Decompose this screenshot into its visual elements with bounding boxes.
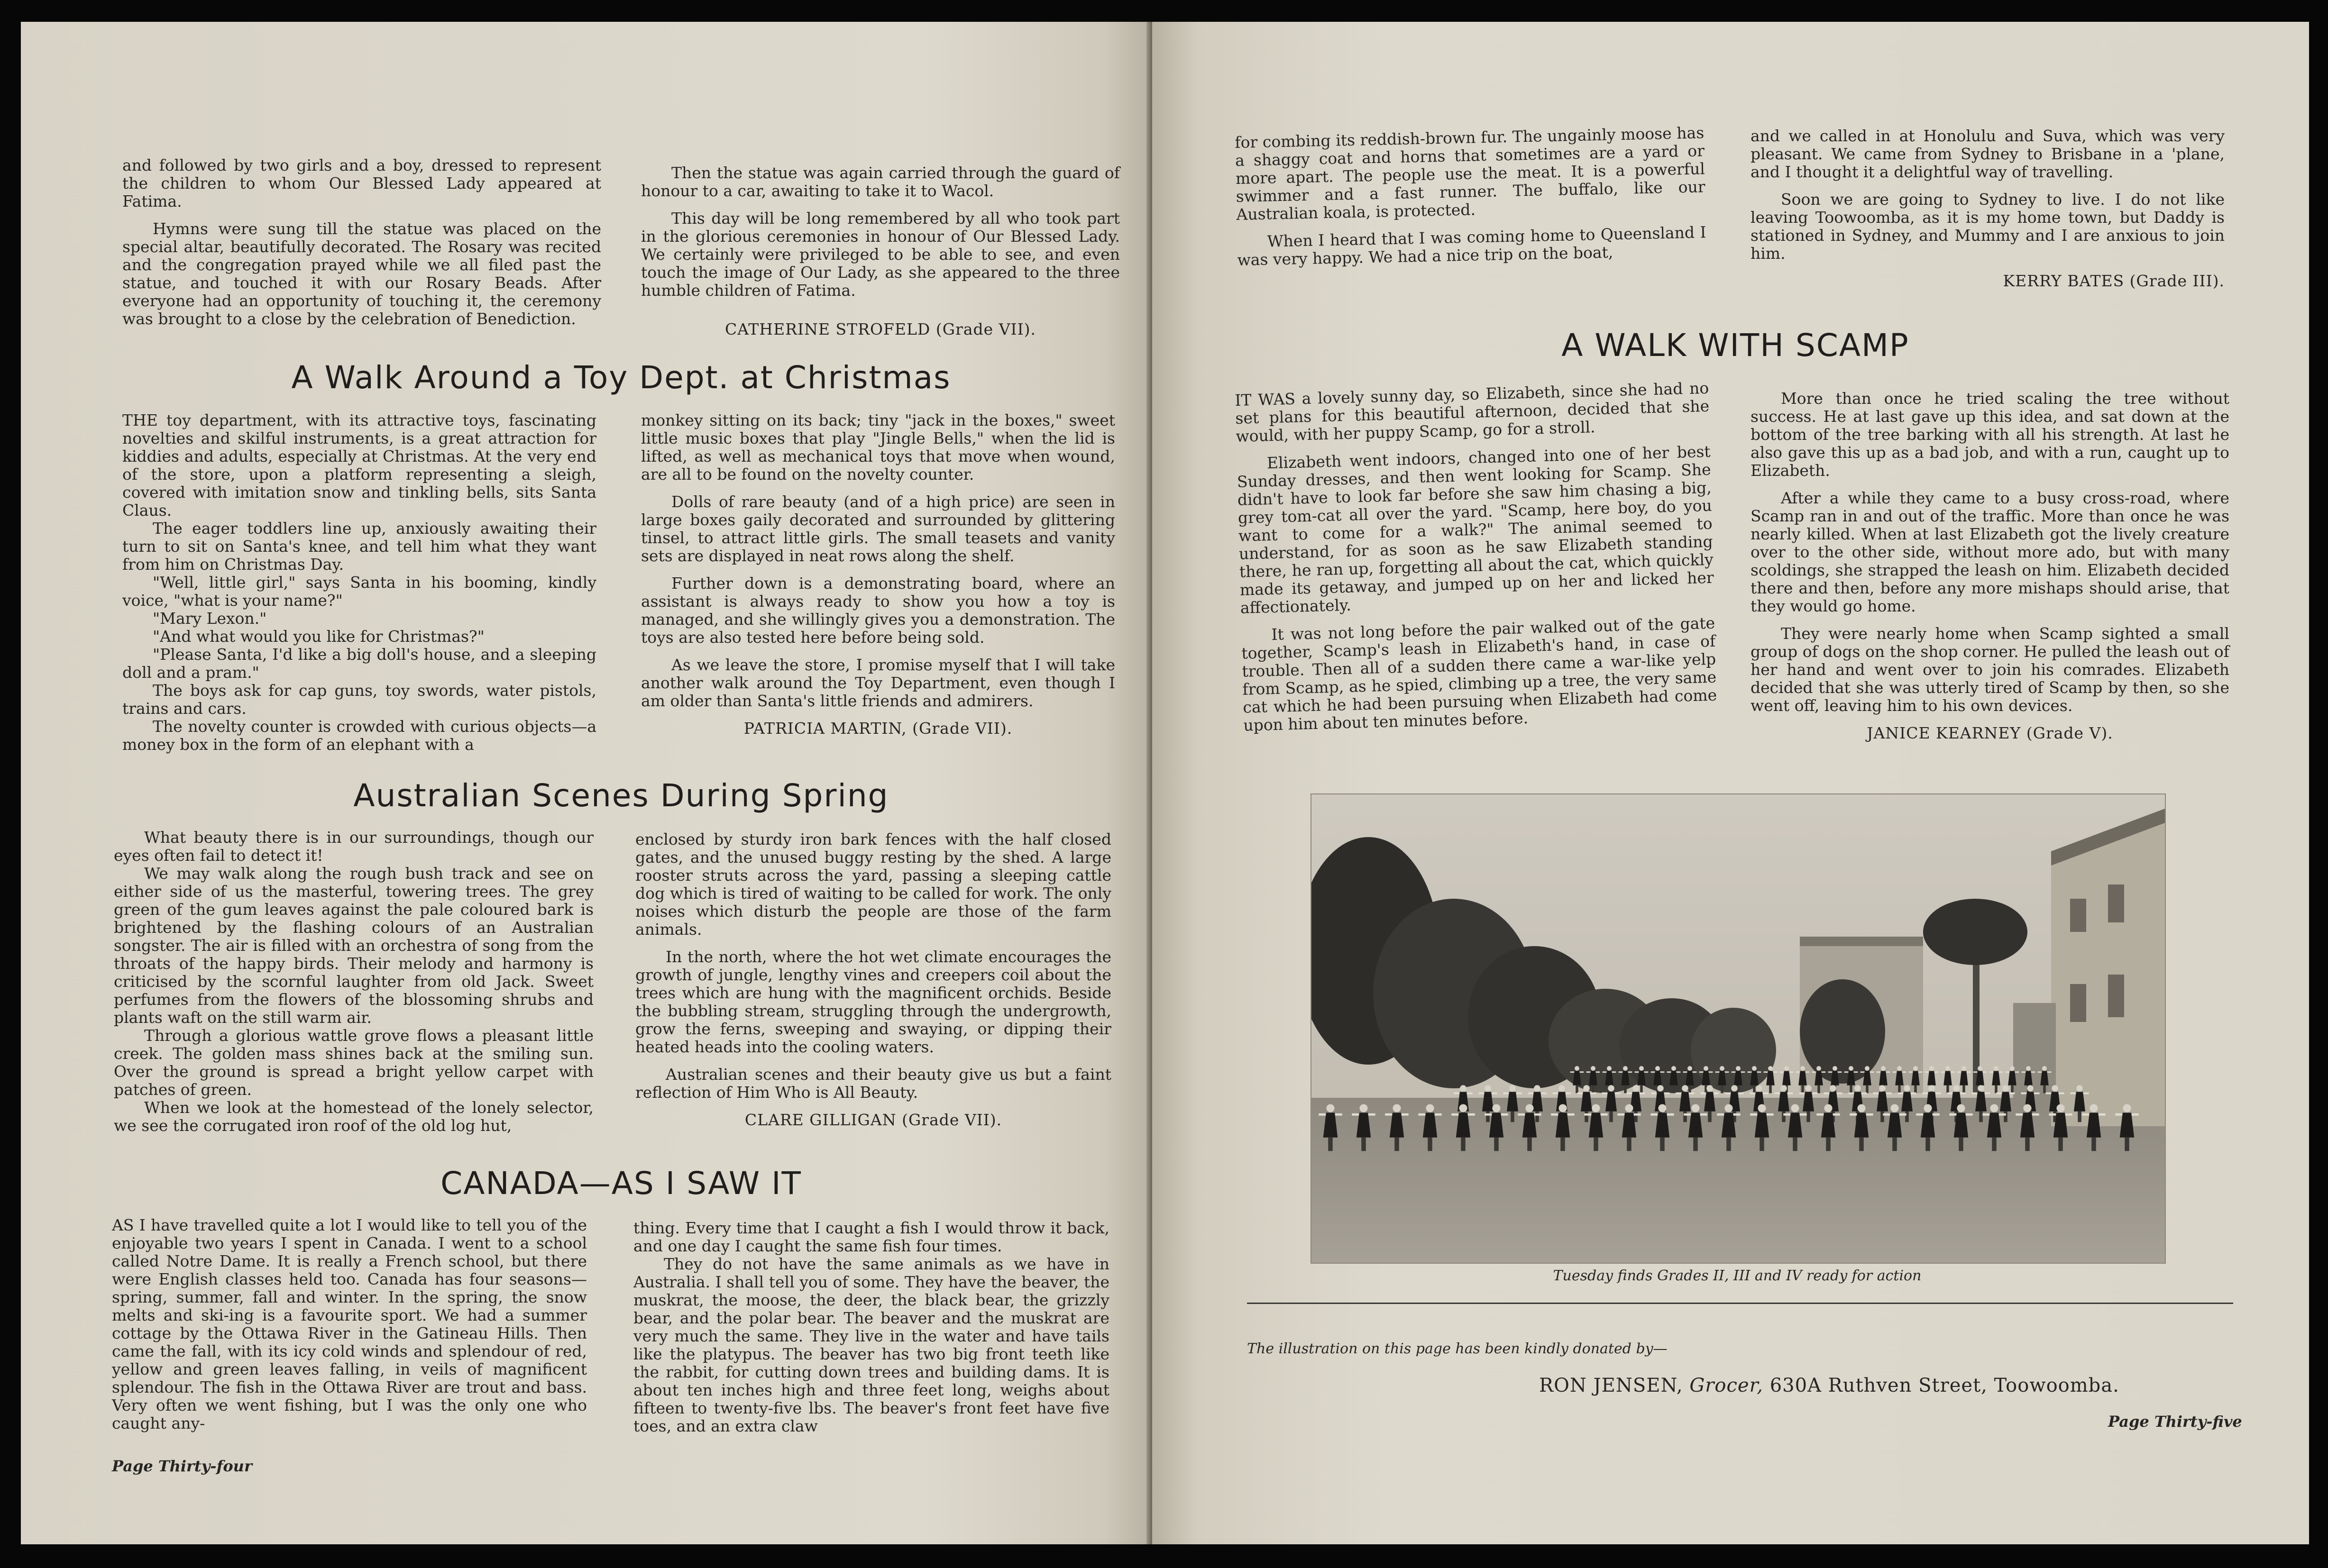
paragraph: Through a glorious wattle grove flows a pleasant little creek. The golden mass shines back at the smiling sun. Over the ground is spread a bright yellow carpet with patches of green. — [114, 1026, 594, 1099]
paragraph: "Mary Lexon." — [153, 609, 267, 628]
canada-column-1 — [112, 1216, 587, 1432]
page-number-left: Page Thirty-four — [112, 1457, 252, 1475]
paragraph: "Well, little girl," says Santa in his booming, kindly voice, "what is your name?" — [122, 573, 596, 610]
paragraph: Hymns were sung till the statue was placed on the special altar, beautifully decorated. The Rosary was recited and the congregation prayed while we all filed past the statue, and touched it with our Rosary Beads. After everyone had an opportunity of touching it, the ceremony was brought to a close by the celebration of Benediction. — [122, 219, 601, 328]
paragraph: and followed by two girls and a boy, dressed to represent the children to whom Our Blessed Lady appeared at Fatima. — [122, 156, 601, 210]
page-number-right: Page Thirty-five — [2108, 1413, 2242, 1431]
paragraph: When we look at the homestead of the lonely selector, we see the corrugated iron roof of the old log hut, — [114, 1098, 594, 1135]
canada-continued-column-2 — [1751, 127, 2225, 290]
donor-name: RON JENSEN, — [1539, 1375, 1683, 1396]
paragraph: "Please Santa, I'd like a big doll's house, and a sleeping doll and a pram." — [122, 645, 596, 682]
paragraph: As we leave the store, I promise myself that I will take another walk around the Toy Department, even though I am older than Santa's little friends and admirers. — [641, 656, 1115, 710]
scamp-column-1 — [1235, 379, 1718, 744]
fatima-column-1 — [122, 156, 601, 337]
paragraph: THE toy department, with its attractive toys, fascinating novelties and skilful instruments, is a great attraction for kiddies and adults, especially at Christmas. At the very end of the store, upon a platform representing a sleigh, covered with imitation snow and tinkling bells, sits Santa Claus. — [122, 411, 596, 520]
paragraph: This day will be long remembered by all who took part in the glorious ceremonies in honour of Our Blessed Lady. We certainly were privileged to be able to see, and even touch the image of Our Lady, as she appeared to the three humble children of Fatima. — [641, 209, 1120, 300]
author-clare-gilligan: CLARE GILLIGAN (Grade VII). — [744, 1111, 1002, 1129]
paragraph: It was not long before the pair walked out of the gate together, Scamp's leash in Elizabeth's hand, in case of trouble. Then all of a sudden there came a war-like yelp from Scamp, as he spied, climbing up a tree, the very same cat which he had been pursuing when Elizabeth had come upon him about ten minutes before. — [1241, 613, 1717, 735]
paragraph: The boys ask for cap guns, toy swords, water pistols, trains and cars. — [122, 681, 596, 718]
paragraph: Then the statue was again carried through the guard of honour to a car, awaiting to take it to Wacol. — [641, 164, 1120, 200]
donor-line — [1539, 1375, 2119, 1396]
paragraph: When I heard that I was coming home to Queensland I was very happy. We had a nice trip on the boat, — [1237, 223, 1706, 269]
paragraph: The novelty counter is crowded with curious objects—a money box in the form of an elephant with a — [122, 717, 596, 754]
paragraph: thing. Every time that I caught a fish I would throw it back, and one day I caught the same fish four times. — [633, 1219, 1109, 1255]
toy-dept-heading: A Walk Around a Toy Dept. at Christmas — [291, 359, 951, 396]
spring-heading: Australian Scenes During Spring — [353, 777, 889, 814]
paragraph: After a while they came to a busy cross-road, where Scamp ran in and out of the traffic. More than once he was nearly killed. When at last Elizabeth got the lively creature over to the other side, without more ado, but with many scoldings, she strapped the leash on him. Elizabeth decided there and then, before any more mishaps should arise, that they would go home. — [1751, 489, 2229, 615]
paragraph: Further down is a demonstrating board, where an assistant is always ready to show you how a toy is managed, and she willingly gives you a demonstration. The toys are also tested here before being sold. — [641, 574, 1115, 647]
paragraph: Elizabeth went indoors, changed into one of her best Sunday dresses, and then went looking for Scamp. She didn't have to look far before she saw him chasing a big, grey tom-cat all over the yard. "Scamp, here boy, do you want to come for a walk?" The animal seemed to understand, for as soon as he saw Elizabeth standing there, he ran up, forgetting all about the cat, which quickly made its getaway, and jumped up on her and licked her affectionately. — [1237, 442, 1714, 617]
scamp-heading: A WALK WITH SCAMP — [1561, 327, 1909, 364]
paragraph: AS I have travelled quite a lot I would like to tell you of the enjoyable two years I spent in Canada. I went to a school called Notre Dame. It is really a French school, but there were English classes held too. Canada has four seasons—spring, summer, fall and winter. In the spring, the snow melts and ski-ing is a favourite sport. We had a summer cottage by the Ottawa River in the Gatineau Hills. Then came the fall, with its icy cold winds and splendour of red, yellow and green leaves falling, in veils of magnificent splendour. The fish in the Ottawa River are trout and bass. Very often we went fishing, but I was the only one who caught any- — [112, 1216, 587, 1432]
paragraph: In the north, where the hot wet climate encourages the growth of jungle, lengthy vines and creepers coil about the trees which are hung with the magnificent orchids. Beside the bubbling stream, struggling through the undergrowth, grow the ferns, sweeping and swaying, or dipping their heated heads into the cooling waters. — [635, 948, 1111, 1056]
spring-column-2 — [635, 830, 1111, 1129]
fatima-column-2 — [641, 164, 1120, 338]
scamp-column-2 — [1751, 390, 2229, 742]
school-exercise-photo — [1311, 793, 2166, 1264]
donor-address: 630A Ruthven Street, Toowoomba. — [1769, 1375, 2119, 1396]
paragraph: They were nearly home when Scamp sighted a small group of dogs on the shop corner. He pulled the leash out of her hand and went over to join his comrades. Elizabeth decided that she was utterly tired of Scamp by then, so she went off, leaving him to his own devices. — [1751, 624, 2229, 715]
paragraph: We may walk along the rough bush track and see on either side of us the masterful, towering trees. The grey green of the gum leaves against the pale coloured bark is brightened by the flashing colours of an Australian songster. The air is filled with an orchestra of song from the throats of the happy birds. Their melody and harmony is criticised by the scornful laughter from old Jack. Sweet perfumes from the flowers of the blossoming shrubs and plants waft on the still warm air. — [114, 864, 594, 1027]
paragraph: and we called in at Honolulu and Suva, which was very pleasant. We came from Sydney to Brisbane in a 'plane, and I thought it a delightful way of travelling. — [1751, 127, 2225, 181]
spring-column-1 — [114, 829, 594, 1135]
paragraph: for combing its reddish-brown fur. The ungainly moose has a shaggy coat and horns that sometimes are a yard or more apart. The people use the meat. It is a powerful swimmer and a fast runner. The buffalo, like our Australian koala, is protected. — [1234, 123, 1705, 224]
toy-column-1 — [122, 411, 596, 754]
author-janice-kearney: JANICE KEARNEY (Grade V). — [1867, 724, 2113, 742]
paragraph: They do not have the same animals as we have in Australia. I shall tell you of some. They have the beaver, the muskrat, the moose, the deer, the black bear, the grizzly bear, and the polar bear. The beaver and the muskrat are very much the same. They live in the water and have tails like the platypus. The beaver has two big front teeth like the rabbit, for cutting down trees and building dams. It is about ten inches high and three feet long, weighs about fifteen to twenty-five lbs. The beaver's front feet have five toes, and an extra claw — [633, 1255, 1109, 1435]
canada-continued-column-1 — [1235, 124, 1707, 279]
photo-illustration — [1311, 794, 2165, 1263]
donor-trade: Grocer, — [1689, 1375, 1764, 1396]
canada-heading: CANADA—AS I SAW IT — [440, 1165, 802, 1202]
donation-note: The illustration on this page has been kindly donated by— — [1247, 1340, 1668, 1357]
author-patricia-martin: PATRICIA MARTIN, (Grade VII). — [743, 719, 1013, 738]
paragraph: enclosed by sturdy iron bark fences with the half closed gates, and the unused buggy resting by the shed. A large rooster struts across the yard, passing a sleeping cattle dog which is tired of waiting to be called for work. The only noises which disturb the people are those of the farm animals. — [635, 830, 1111, 939]
canada-column-2 — [633, 1219, 1109, 1435]
toy-column-2 — [641, 411, 1115, 738]
paragraph: More than once he tried scaling the tree without success. He at last gave up this idea, and sat down at the bottom of the tree barking with all his strength. At last he also gave this up as a bad job, and with a run, caught up to Elizabeth. — [1751, 389, 2229, 480]
photo-caption: Tuesday finds Grades II, III and IV ready for action — [1553, 1267, 1922, 1284]
divider-rule — [1247, 1303, 2233, 1304]
paragraph: What beauty there is in our surroundings, though our eyes often fail to detect it! — [114, 828, 594, 865]
paragraph: monkey sitting on its back; tiny "jack in the boxes," sweet little music boxes that play "Jingle Bells," when the lid is lifted, as well as mechanical toys that move when wound, are all to be found on the novelty counter. — [641, 411, 1115, 483]
paragraph: Soon we are going to Sydney to live. I do not like leaving Toowoomba, as it is my home town, but Daddy is stationed in Sydney, and Mummy and I are anxious to join him. — [1751, 190, 2225, 263]
paragraph: "And what would you like for Christmas?" — [153, 627, 485, 646]
paragraph: The eager toddlers line up, anxiously awaiting their turn to sit on Santa's knee, and tell him what they want from him on Christmas Day. — [122, 519, 596, 574]
paragraph: Australian scenes and their beauty give us but a faint reflection of Him Who is All Beauty. — [635, 1065, 1111, 1102]
paragraph: IT WAS a lovely sunny day, so Elizabeth, since she had no set plans for this beautiful afternoon, decided that she would, with her puppy Scamp, go for a stroll. — [1234, 378, 1710, 446]
paragraph: Dolls of rare beauty (and of a high price) are seen in large boxes gaily decorated and surrounded by glittering tinsel, to attract little girls. The small teasets and vanity sets are displayed in neat rows along the shelf. — [641, 492, 1115, 565]
author-catherine-strofeld: CATHERINE STROFELD (Grade VII). — [725, 320, 1036, 338]
author-kerry-bates: KERRY BATES (Grade III). — [2003, 272, 2225, 290]
